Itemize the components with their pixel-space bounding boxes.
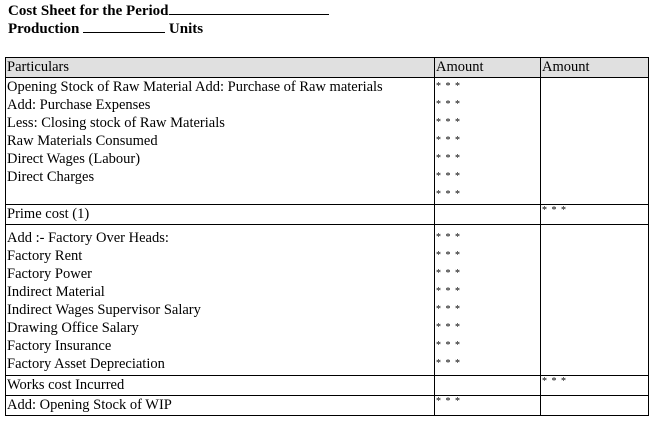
materials-particulars-cell bbox=[6, 78, 435, 205]
list-item: Add :- Factory Over Heads: bbox=[7, 230, 169, 246]
overheads-amount-cell bbox=[435, 225, 541, 376]
period-blank bbox=[169, 2, 329, 15]
list-item: Direct Charges bbox=[7, 169, 95, 185]
amount-marker: * * * bbox=[436, 250, 461, 261]
amount-marker: * * * bbox=[436, 358, 461, 369]
amount-marker: * * * bbox=[436, 135, 461, 146]
list-item: Direct Wages (Labour) bbox=[7, 151, 141, 167]
materials-total-cell bbox=[541, 78, 649, 205]
production-label: Production bbox=[8, 21, 80, 37]
amount-marker: * * * bbox=[436, 268, 461, 279]
prime-cost-label: Prime cost (1) bbox=[6, 205, 435, 225]
amount-marker: * * * bbox=[436, 117, 461, 128]
col-amount-1: Amount bbox=[435, 58, 541, 78]
list-item: Factory Asset Depreciation bbox=[7, 356, 165, 372]
opening-wip-label: Add: Opening Stock of WIP bbox=[6, 396, 435, 416]
amount-marker: * * * bbox=[542, 205, 567, 216]
list-item: Raw Materials Consumed bbox=[7, 133, 158, 149]
production-blank bbox=[83, 20, 165, 33]
amount-marker: * * * bbox=[436, 189, 461, 200]
list-item: Indirect Wages Supervisor Salary bbox=[7, 302, 201, 318]
cost-sheet-title-line bbox=[8, 2, 329, 20]
table-header-row bbox=[6, 58, 649, 78]
amount-marker: * * * bbox=[436, 396, 461, 407]
amount-marker: * * * bbox=[542, 376, 567, 387]
amount-marker: * * * bbox=[436, 304, 461, 315]
works-cost-amount-cell bbox=[435, 376, 541, 396]
list-item: Drawing Office Salary bbox=[7, 320, 139, 336]
amount-marker: * * * bbox=[436, 340, 461, 351]
opening-wip-row bbox=[6, 396, 649, 416]
works-cost-row bbox=[6, 376, 649, 396]
list-item: Factory Insurance bbox=[7, 338, 112, 354]
cost-sheet-table bbox=[5, 57, 649, 416]
cost-sheet-title: Cost Sheet for the Period bbox=[8, 3, 169, 19]
col-particulars: Particulars bbox=[6, 58, 435, 78]
opening-wip-amount-cell bbox=[435, 396, 541, 416]
amount-marker: * * * bbox=[436, 81, 461, 92]
opening-wip-total-cell bbox=[541, 396, 649, 416]
amount-marker: * * * bbox=[436, 322, 461, 333]
list-item: Opening Stock of Raw Material Add: Purchase of Raw materials bbox=[7, 79, 383, 95]
materials-section-row bbox=[6, 78, 649, 205]
amount-marker: * * * bbox=[436, 99, 461, 110]
list-item: Add: Purchase Expenses bbox=[7, 97, 151, 113]
list-item: Factory Rent bbox=[7, 248, 83, 264]
units-label: Units bbox=[168, 21, 204, 37]
empty-line bbox=[7, 186, 433, 204]
prime-cost-total-cell bbox=[541, 205, 649, 225]
overheads-section-row bbox=[6, 225, 649, 376]
list-item: Less: Closing stock of Raw Materials bbox=[7, 115, 225, 131]
overheads-total-cell bbox=[541, 225, 649, 376]
works-cost-label: Works cost Incurred bbox=[6, 376, 435, 396]
production-line bbox=[8, 20, 203, 38]
overheads-particulars-cell bbox=[6, 225, 435, 376]
col-amount-2: Amount bbox=[541, 58, 649, 78]
materials-amount-cell bbox=[435, 78, 541, 205]
works-cost-total-cell bbox=[541, 376, 649, 396]
amount-marker: * * * bbox=[436, 153, 461, 164]
amount-marker: * * * bbox=[436, 286, 461, 297]
amount-marker: * * * bbox=[436, 171, 461, 182]
prime-cost-amount-cell bbox=[435, 205, 541, 225]
list-item: Indirect Material bbox=[7, 284, 105, 300]
prime-cost-row bbox=[6, 205, 649, 225]
list-item: Factory Power bbox=[7, 266, 92, 282]
amount-marker: * * * bbox=[436, 232, 461, 243]
